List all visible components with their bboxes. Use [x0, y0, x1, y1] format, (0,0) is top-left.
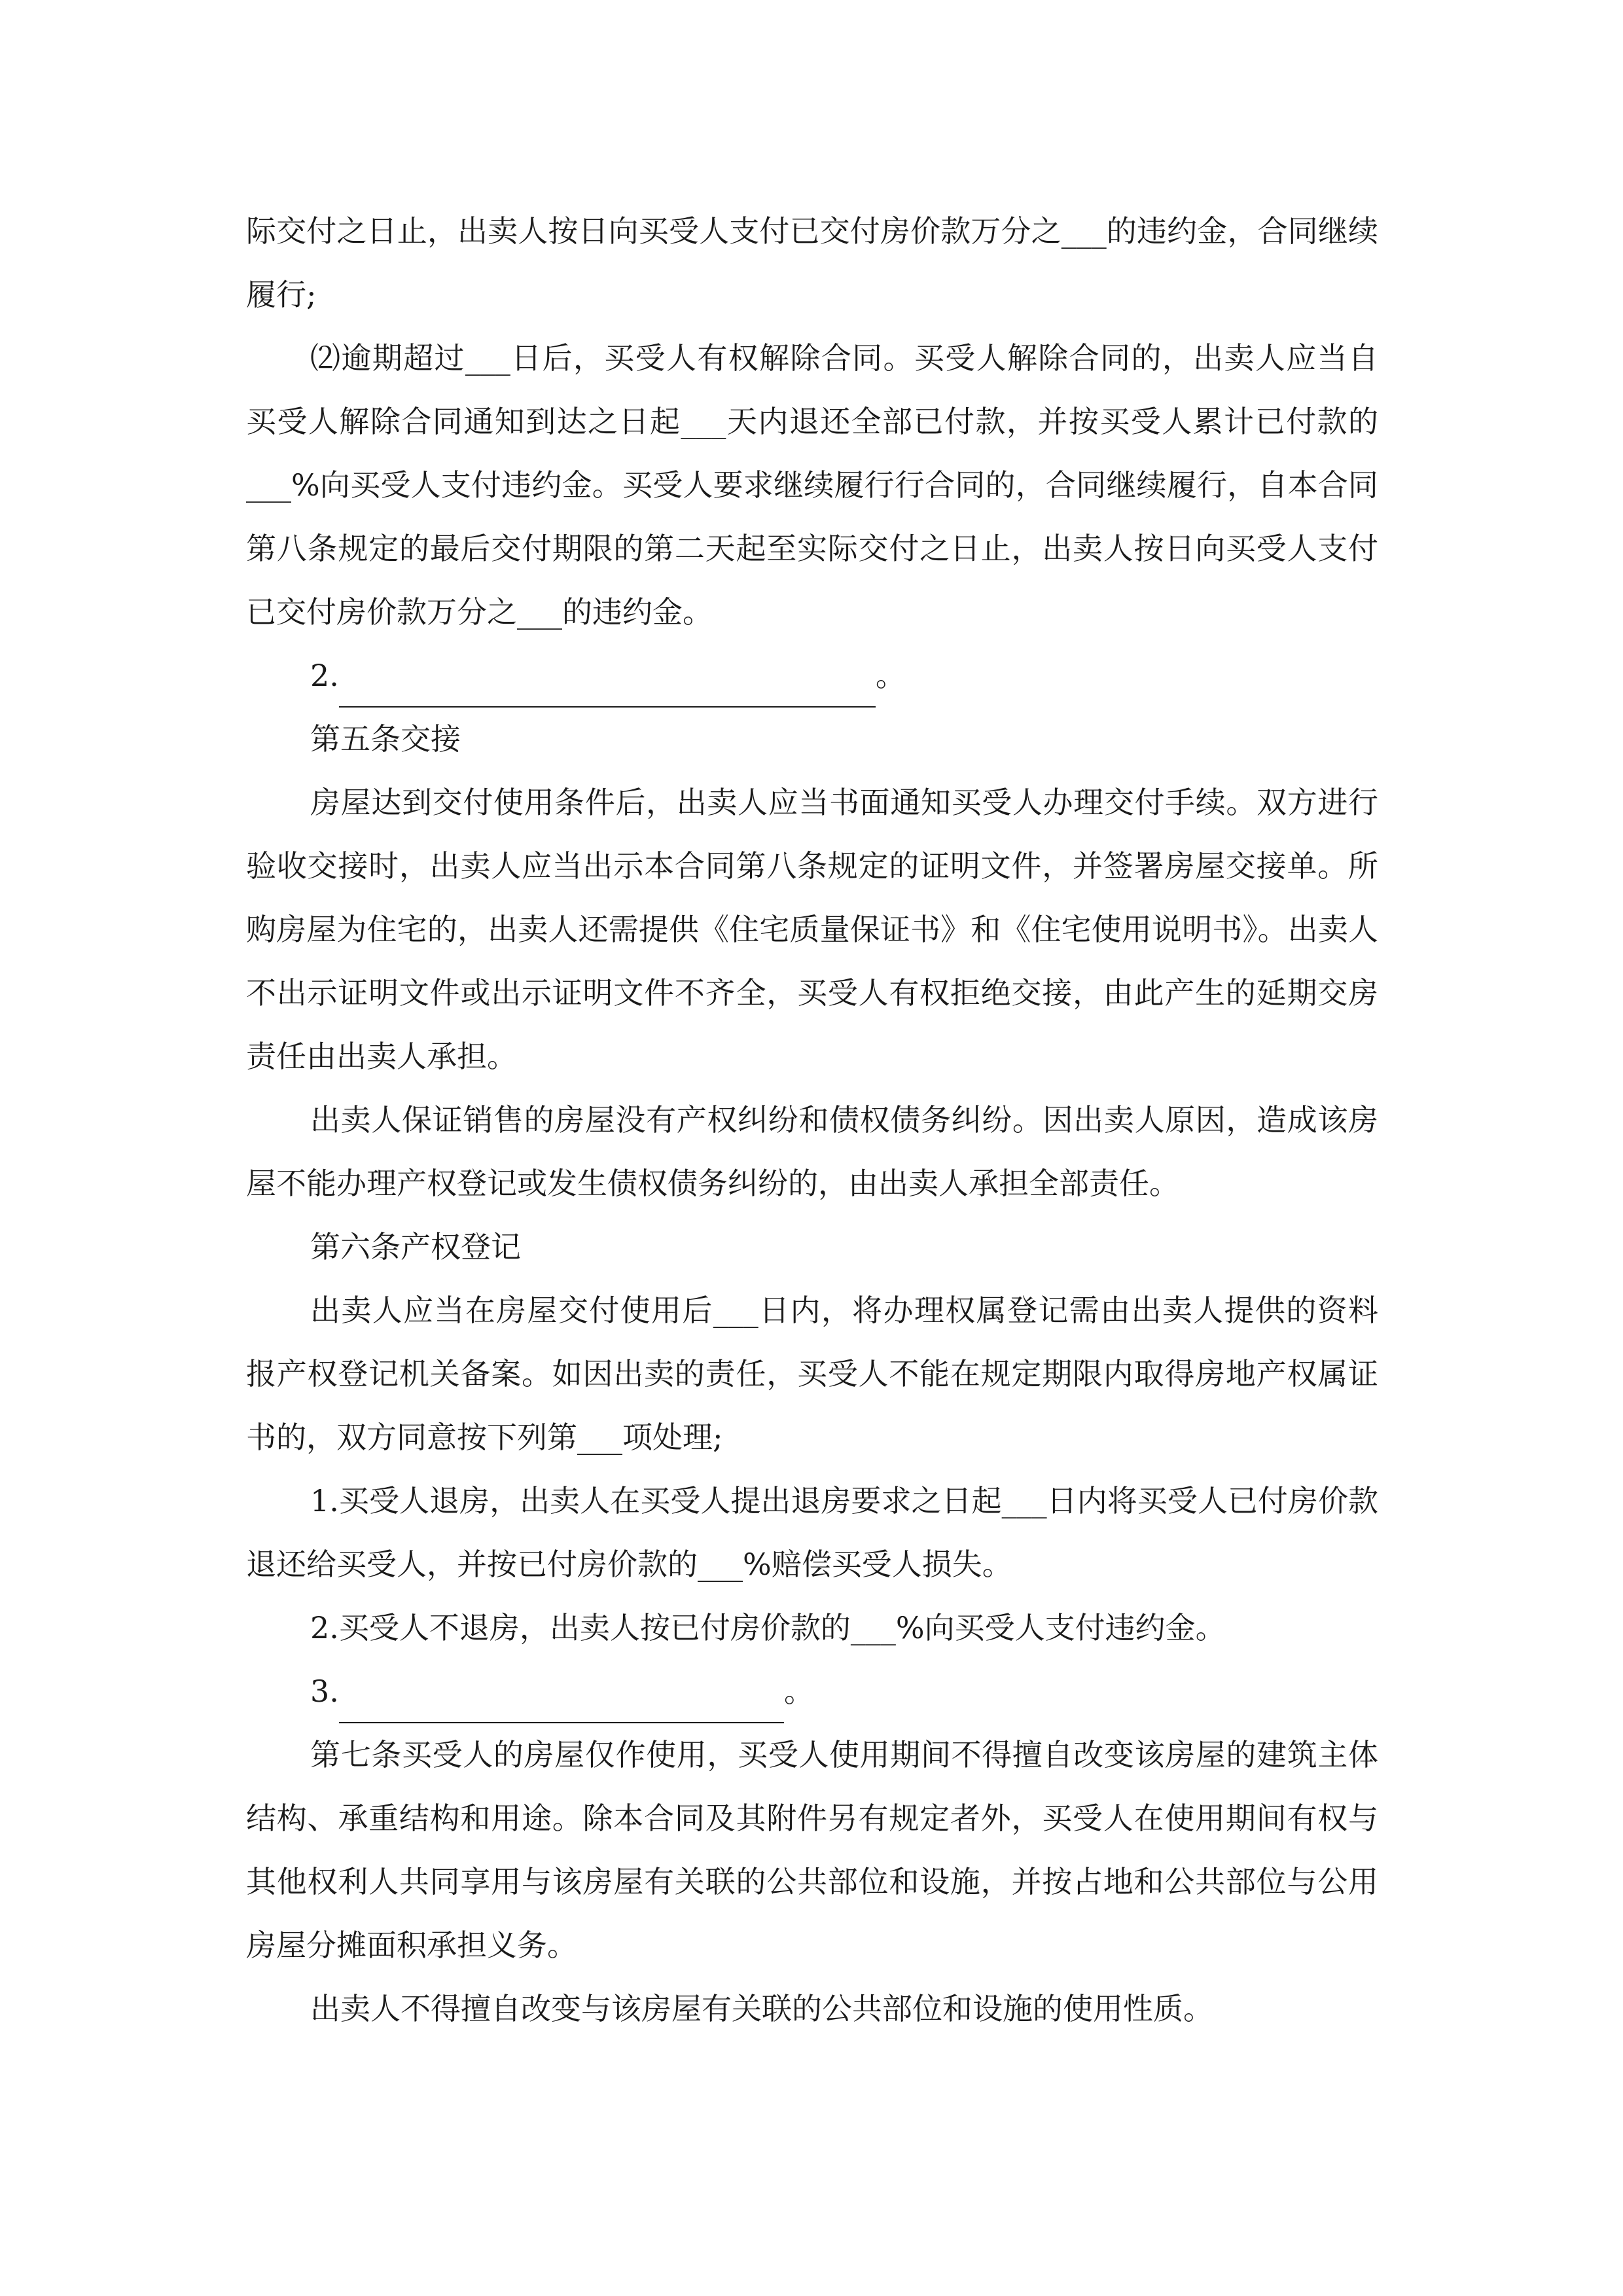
paragraph-item-2-blank [246, 644, 1378, 708]
paragraph-option-2: 2.买受人不退房，出卖人按已付房价款的___%向买受人支付违约金。 [310, 1610, 1226, 1645]
document-page [246, 200, 1378, 2041]
paragraph-option-1: 1.买受人退房，出卖人在买受人提出退房要求之日起___日内将买受人已付房价款退还给买受人，并按已付房价款的___%赔偿买受人损失。 [246, 1483, 1378, 1582]
paragraph-seller-guarantee: 出卖人保证销售的房屋没有产权纠纷和债权债务纠纷。因出卖人原因，造成该房屋不能办理产权登记或发生债权债务纠纷的，由出卖人承担全部责任。 [246, 1102, 1378, 1201]
article-7-paragraph: 第七条买受人的房屋仅作使用，买受人使用期间不得擅自改变该房屋的建筑主体结构、承重结构和用途。除本合同及其附件另有规定者外，买受人在使用期间有权与其他权利人共同享用与该房屋有关联的公共部位和设施，并按占地和公共部位与公用房屋分摊面积承担义务。 [246, 1737, 1378, 1963]
paragraph-registration: 出卖人应当在房屋交付使用后___日内，将办理权属登记需由出卖人提供的资料报产权登记机关备案。如因出卖的责任，买受人不能在规定期限内取得房地产权属证书的，双方同意按下列第___项处理; [246, 1293, 1378, 1455]
paragraph-handover: 房屋达到交付使用条件后，出卖人应当书面通知买受人办理交付手续。双方进行验收交接时，出卖人应当出示本合同第八条规定的证明文件，并签署房屋交接单。所购房屋为住宅的，出卖人还需提供《住宅质量保证书》和《住宅使用说明书》。出卖人不出示证明文件或出示证明文件不齐全，买受人有权拒绝交接，由此产生的延期交房责任由出卖人承担。 [246, 785, 1378, 1074]
fill-in-blank [339, 1685, 784, 1723]
item-end-punct: 。 [875, 658, 906, 693]
article-6-heading: 第六条产权登记 [310, 1229, 521, 1265]
paragraph-common-areas: 出卖人不得擅自改变与该房屋有关联的公共部位和设施的使用性质。 [310, 1991, 1213, 2026]
item-number: 2. [310, 658, 339, 693]
paragraph-overdue-termination: ⑵逾期超过___日后，买受人有权解除合同。买受人解除合同的，出卖人应当自买受人解除合同通知到达之日起___天内退还全部已付款，并按买受人累计已付款的___%向买受人支付违约金。买受人要求继续履行行合同的，合同继续履行，自本合同第八条规定的最后交付期限的第二天起至实际交付之日止，出卖人按日向买受人支付已交付房价款万分之___的违约金。 [246, 340, 1378, 630]
item-number: 3. [310, 1674, 339, 1709]
paragraph-option-3-blank [246, 1660, 1378, 1723]
item-end-punct: 。 [783, 1674, 814, 1709]
fill-in-blank [339, 670, 876, 708]
paragraph-continuation: 际交付之日止，出卖人按日向买受人支付已交付房价款万分之___的违约金，合同继续履行; [246, 213, 1378, 312]
article-5-heading: 第五条交接 [310, 721, 461, 757]
